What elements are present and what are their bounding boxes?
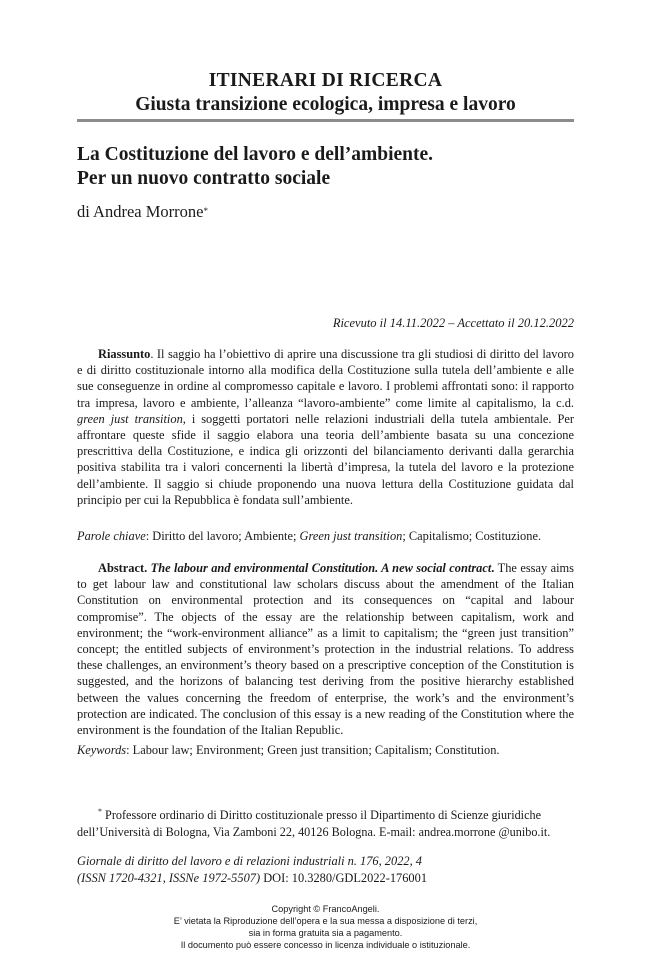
footnote-text: Professore ordinario di Diritto costituzionale presso il Dipartimento di Scienze giuridiche dell’Università di Bologna, Via Zamboni 22, 40126 Bologna. E-mail: andrea.morrone @unibo.it. [77, 808, 551, 839]
riassunto-italic-term: green just transition [77, 411, 183, 426]
received-accepted-dates: Ricevuto il 14.11.2022 – Accettato il 20.12.2022 [332, 316, 574, 330]
copyright-line1: Copyright © FrancoAngeli. [271, 904, 380, 914]
parole-chiave-label: Parole chiave [77, 529, 146, 543]
copyright-line2: E’ vietata la Riproduzione dell’opera e la sua messa a disposizione di terzi, [173, 916, 478, 926]
author-name: di Andrea Morrone [77, 202, 204, 221]
journal-name: Giornale di diritto del lavoro e di relazioni industriali n. 176, 2022, 4 [77, 854, 422, 868]
series-title: ITINERARI DI RICERCA [208, 70, 443, 91]
riassunto-text: . Il saggio ha l’obiettivo di aprire una discussione tra gli studiosi di diritto del lavoro e di diritto costituzionale intorno alla modifica della Costituzione sulla tutela dell’ambiente e alle sue conseguenze in ordine al compromesso capitale e lavoro. I problemi affrontati sono: il rapporto tra impresa, lavoro e ambiente, l’alleanza “lavoro-ambiente” come limite al capitalismo, la c.d. [77, 347, 574, 410]
riassunto-paragraph [77, 346, 574, 508]
article-title-line2: Per un nuovo contratto sociale [77, 168, 331, 189]
copyright-line3: sia in forma gratuita sia a pagamento. [248, 928, 403, 938]
parole-chiave-text-cont: ; Capitalismo; Costituzione. [402, 529, 542, 543]
series-subtitle: Giusta transizione ecologica, impresa e lavoro [135, 94, 516, 115]
parole-chiave-text: : Diritto del lavoro; Ambiente; [145, 529, 300, 543]
series-header [77, 70, 574, 117]
riassunto-label: Riassunto [98, 347, 151, 361]
keywords-label: Keywords [77, 743, 127, 757]
keywords [77, 742, 574, 758]
parole-chiave-italic-term: Green just transition [299, 529, 403, 543]
author-footnote-mark: * [203, 206, 208, 216]
copyright-line4: Il documento può essere concesso in licenza individuale o istituzionale. [180, 940, 471, 950]
author [77, 202, 208, 222]
author-footnote [77, 804, 574, 840]
journal-doi: DOI: 10.3280/GDL2022-176001 [260, 870, 428, 885]
abstract-title: The labour and environmental Constitution. A new social contract [150, 561, 492, 575]
abstract-paragraph [77, 560, 574, 738]
abstract-title-end: . [491, 561, 495, 575]
abstract-label: Abstract. [98, 561, 148, 575]
journal-issn-doi [77, 870, 574, 887]
header-rule [77, 119, 574, 122]
article-title-line1: La Costituzione del lavoro e dell’ambiente. [77, 144, 434, 165]
footnote-mark: * [98, 807, 102, 816]
article-title [77, 143, 574, 191]
copyright-notice [77, 903, 574, 951]
abstract-text: The essay aims to get labour law and constitutional law scholars discuss about the amendment of the Italian Constitution on environmental protection and its consequences on “capital and labour compromise”. The objects of the essay are the relationship between capitalism, work and environment; the “work-environment alliance” as a limit to capitalism; the “green just transition” concept; the entitled subjects of environment’s protection in the industrial relations. To address these challenges, an environment’s theory based on a prescriptive conception of the Constitution is suggested, and the horizons of balancing test deriving from the positive hierarchy established between the values concerning the freedom of enterprise, the work’s and the environment’s protection are indicated. The conclusion of this essay is a new reading of the Constitution where the environment is the foundation of the Italian Republic. [77, 561, 574, 738]
journal-citation [77, 853, 574, 886]
journal-issn: (ISSN 1720-4321, ISSNe 1972-5507) [77, 870, 261, 885]
parole-chiave [77, 528, 574, 544]
keywords-text: : Labour law; Environment; Green just transition; Capitalism; Constitution. [126, 743, 500, 757]
riassunto-text-cont: , i soggetti portatori nelle relazioni industriali della tutela ambientale. Per affrontare queste sfide il saggio elabora una teoria dell’ambiente basata su una concezione prescrittiva della Costituzione, e indica gli orizzonti del bilanciamento derivanti dalla gerarchia positiva stabilita tra i valori concernenti la libertà d’impresa, la tutela del lavoro e la protezione dell’ambiente. Il saggio si chiude proponendo una nuova lettura della Costituzione guidata dal principio per cui la Repubblica è fondata sull’ambiente. [77, 411, 575, 507]
